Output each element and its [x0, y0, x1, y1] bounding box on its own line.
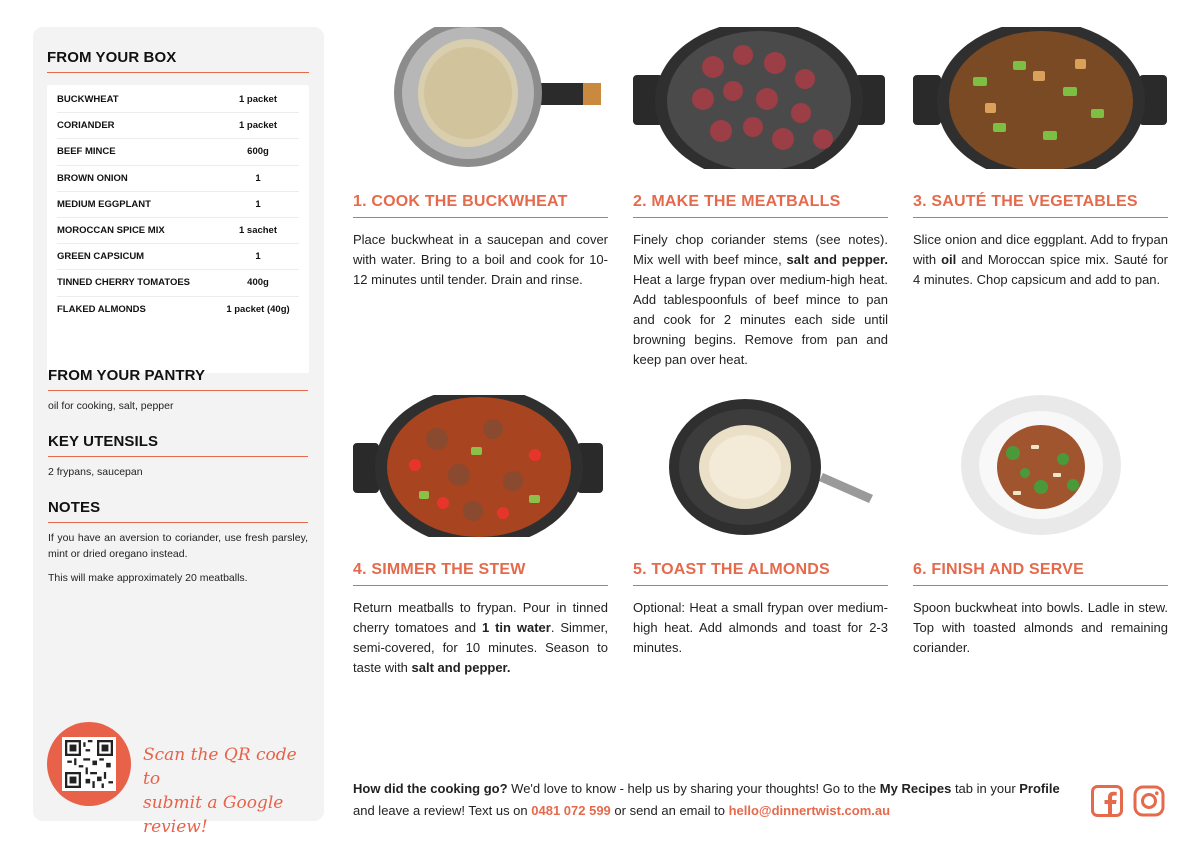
ingredient-row [57, 218, 299, 244]
ingredient-row [57, 192, 299, 218]
step-body: Spoon buckwheat into bowls. Ladle in stew. Top with toasted almonds and remaining coriander. [913, 600, 1168, 655]
ingredient-qty: 1 packet [238, 120, 278, 132]
pantry-text: oil for cooking, salt, pepper [48, 400, 174, 412]
pantry-title: FROM YOUR PANTRY [48, 367, 308, 391]
ingredient-name: BROWN ONION [57, 172, 128, 184]
ingredient-name: TINNED CHERRY TOMATOES [57, 277, 191, 289]
step-body: Place buckwheat in a saucepan and cover with water. Bring to a boil and cook for 10-12 minutes until tender. Drain and rinse. [353, 232, 608, 287]
ingredient-qty: 1 sachet [238, 225, 278, 237]
finished-dish-image [913, 395, 1168, 537]
ingredient-name: GREEN CAPSICUM [57, 251, 145, 263]
review-footer [353, 778, 1073, 822]
step-text-bold: oil [941, 252, 957, 267]
pantry-section [48, 367, 308, 414]
ingredient-row [57, 113, 299, 139]
note-item: This will make approximately 20 meatballs. [48, 572, 248, 584]
facebook-icon[interactable] [1091, 785, 1123, 817]
ingredient-qty: 1 [255, 251, 261, 263]
step-5 [633, 395, 888, 658]
almonds-pan-image [633, 395, 888, 537]
step-2 [633, 27, 888, 370]
profile-label: Profile [1019, 781, 1060, 796]
ingredient-name: MOROCCAN SPICE MIX [57, 225, 165, 237]
step-text-bold: salt and pepper. [786, 252, 888, 267]
step-title: 2. MAKE THE MEATBALLS [633, 193, 888, 218]
ingredient-qty: 1 packet [238, 94, 278, 106]
ingredient-name: FLAKED ALMONDS [57, 304, 146, 316]
stew-pan-image [353, 395, 608, 537]
qr-caption-line: Scan the QR code to [143, 745, 297, 789]
ingredients-table [47, 85, 309, 373]
step-6 [913, 395, 1168, 658]
step-title: 4. SIMMER THE STEW [353, 561, 608, 586]
step-text: Heat a large frypan over medium-high heat. Add tablespoonfuls of beef mince to pan and cook for 2 minutes each side until browning begins. Remove from pan and keep pan over heat. [633, 272, 888, 367]
note-item: If you have an aversion to coriander, use fresh parsley, mint or dried oregano instead. [48, 532, 308, 560]
ingredient-row [57, 139, 299, 165]
utensils-text: 2 frypans, saucepan [48, 466, 143, 478]
meatballs-pan-image [633, 27, 888, 169]
step-body: Optional: Heat a small frypan over medium-high heat. Add almonds and toast for 2-3 minutes. [633, 600, 888, 655]
step-title: 1. COOK THE BUCKWHEAT [353, 193, 608, 218]
ingredient-qty: 600g [247, 146, 269, 158]
instagram-icon[interactable] [1133, 785, 1165, 817]
utensils-section [48, 433, 308, 480]
step-text: and Moroccan spice mix. Sauté for 4 minutes. Chop capsicum and add to pan. [913, 252, 1169, 287]
qr-caption [143, 743, 313, 839]
footer-text: We'd love to know - help us by sharing your thoughts! Go to the [507, 781, 880, 796]
utensils-title: KEY UTENSILS [48, 433, 308, 457]
ingredient-name: MEDIUM EGGPLANT [57, 198, 151, 210]
step-text: . Simmer, semi-covered, for 10 minutes. Season to taste with [353, 620, 608, 675]
footer-text: or send an email to [610, 803, 729, 818]
step-text: Return meatballs to frypan. Pour in tinned cherry tomatoes and [353, 600, 608, 635]
qr-code-badge [47, 722, 131, 806]
footer-question: How did the cooking go? [353, 781, 508, 796]
qr-code-icon [62, 737, 116, 791]
ingredient-row [57, 270, 299, 296]
notes-title: NOTES [48, 499, 308, 523]
ingredient-qty: 1 [255, 172, 261, 184]
ingredient-qty: 1 [255, 198, 261, 210]
footer-text: and leave a review! Text us on [353, 803, 532, 818]
step-text: Finely chop coriander stems (see notes). Mix well with beef mince, [633, 232, 888, 267]
ingredient-qty: 1 packet (40g) [226, 304, 290, 316]
my-recipes-label: My Recipes [879, 781, 952, 796]
step-1 [353, 27, 608, 290]
ingredient-row [57, 87, 299, 113]
ingredient-name: BEEF MINCE [57, 146, 116, 158]
step-body [913, 230, 1168, 290]
ingredient-qty: 400g [247, 277, 269, 289]
ingredient-row [57, 166, 299, 192]
ingredient-row [57, 244, 299, 270]
email-link[interactable]: hello@dinnertwist.com.au [728, 803, 891, 818]
qr-caption-line: submit a Google review! [143, 793, 284, 837]
phone-number[interactable]: 0481 072 599 [531, 803, 611, 818]
step-title: 3. SAUTÉ THE VEGETABLES [913, 193, 1168, 218]
ingredient-name: CORIANDER [57, 120, 115, 132]
ingredient-name: BUCKWHEAT [57, 94, 119, 106]
step-body [353, 598, 608, 678]
vegetables-pan-image [913, 27, 1168, 169]
step-text-bold: 1 tin water [481, 620, 551, 635]
footer-text: tab in your [951, 781, 1020, 796]
step-body [633, 230, 888, 370]
step-text-bold: salt and pepper. [411, 660, 511, 675]
step-3 [913, 27, 1168, 290]
from-your-box-title: FROM YOUR BOX [47, 49, 309, 73]
notes-section [48, 499, 308, 594]
step-text: Slice onion and dice eggplant. Add to frypan with [913, 232, 1168, 267]
ingredient-row [57, 297, 299, 323]
step-title: 6. FINISH AND SERVE [913, 561, 1168, 586]
buckwheat-strainer-image [353, 27, 608, 169]
step-title: 5. TOAST THE ALMONDS [633, 561, 888, 586]
step-4 [353, 395, 608, 678]
ingredients-sidebar [33, 27, 324, 837]
